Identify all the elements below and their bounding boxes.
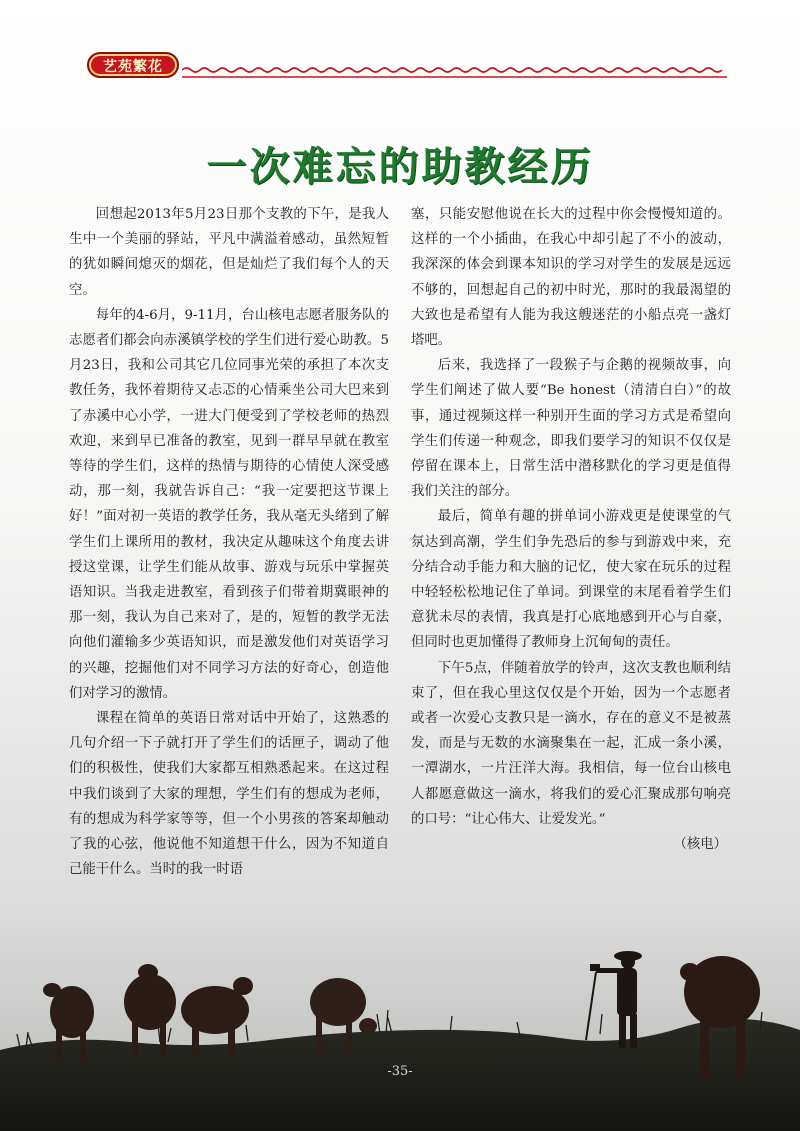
photographer-silhouette — [586, 951, 642, 1048]
decorative-wave-rule — [182, 66, 727, 80]
paragraph: 塞，只能安慰他说在长大的过程中你会慢慢知道的。这样的一个小插曲，在我心中却引起了不小的波动，我深深的体会到课本知识的学习对学生的发展是远远不够的，回想起自己的初中时光，那时的我最渴望的大致也是希望有人能为我这艘迷茫的小船点亮一盏灯塔吧。 — [411, 207, 731, 349]
paragraph: 每年的4-6月，9-11月，台山核电志愿者服务队的志愿者们都会向赤溪镇学校的学生们进行爱心助教。5月23日，我和公司其它几位同事光荣的承担了本次支教任务，我怀着期待又忐忑的心情乘坐公司大巴来到了赤溪中心小学，一进大门便受到了学校老师的热烈欢迎，来到早已准备的教室，见到一群早早就在教室等待的学生们，这样的热情与期待的心情使人深受感动，那一刻，我就告诉自己：“我一定要把这节课上好！”面对初一英语的教学任务，我从毫无头绪到了解学生们上课所用的教材，我决定从趣味这个角度去讲授这堂课，让学生们能从故事、游戏与玩乐中掌握英语知识。当我走进教室，看到孩子们带着期冀眼神的那一刻，我认为自己来对了，是的，短暂的教学无法向他们灌输多少英语知识，而是激发他们对英语学习的兴趣，挖掘他们对不同学习方法的好奇心，创造他们对学习的激情。 — [69, 307, 389, 701]
right-column — [411, 202, 731, 857]
paragraph: 课程在简单的英语日常对话中开始了，这熟悉的几句介绍一下子就打开了学生们的话匣子，调动了他们的积极性，使我们大家都互相熟悉起来。在这过程中我们谈到了大家的理想，学生们有的想成为老师，有的想成为科学家等等，但一个小男孩的答案却触动了我的心弦，他说他不知道想干什么，因为不知道自己能干什么。当时的我一时语 — [69, 711, 389, 878]
section-tag: 艺苑繁花 — [87, 52, 179, 78]
paragraph: 下午5点，伴随着放学的铃声，这次支教也顺利结束了，但在我心里这仅仅是个开始，因为一个志愿者或者一次爱心支教只是一滴水，存在的意义不是被蒸发，而是与无数的水滴聚集在一起，汇成一条小溪，一潭湖水，一片汪洋大海。我相信，每一位台山核电人都愿意做这一滴水，将我们的爱心汇聚成那句响亮的口号：“让心伟大、让爱发光。” — [411, 660, 731, 827]
page-number: -35- — [387, 1064, 413, 1079]
author-signature: （核电） — [673, 837, 727, 853]
paragraph: 后来，我选择了一段猴子与企鹅的视频故事，向学生们阐述了做人要“Be honest（清清白白）”的故事，通过视频这样一种别开生面的学习方式是希望向学生们传递一种观念，即我们要学习的知识不仅仅是停留在课本上，日常生活中潜移默化的学习更是值得我们关注的部分。 — [411, 358, 731, 500]
paragraph: 最后，简单有趣的拼单词小游戏更是使课堂的气氛达到高潮，学生们争先恐后的参与到游戏中来，充分结合动手能力和大脑的记忆，使大家在玩乐的过程中轻轻松松地记住了单词。到课堂的末尾看着学生们意犹未尽的表情，我真是打心底地感到开心与自豪，但同时也更加懂得了教师身上沉甸甸的责任。 — [411, 509, 731, 651]
left-column — [69, 202, 389, 882]
paragraph: 回想起2013年5月23日那个支教的下午，是我人生中一个美丽的驿站，平凡中满溢着感动，虽然短暂的犹如瞬间熄灭的烟花，但是灿烂了我们每个人的天空。 — [69, 207, 389, 298]
article-title: 一次难忘的助教经历 — [206, 143, 594, 190]
silhouette-scene-image — [0, 930, 800, 1131]
